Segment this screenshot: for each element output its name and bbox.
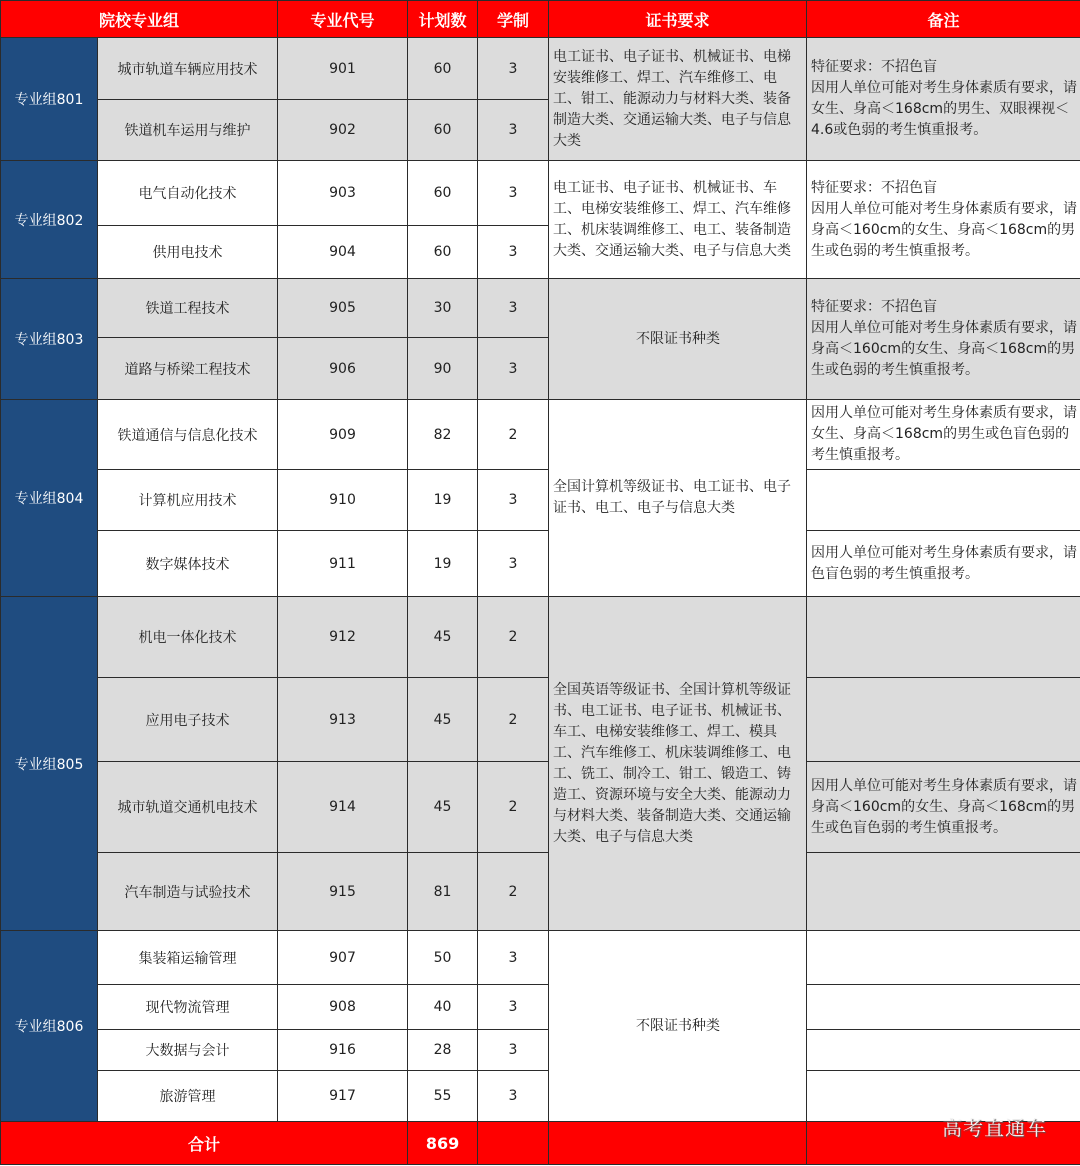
group-name: 专业组806 [1,931,98,1122]
total-row [1,1122,1080,1165]
table-row [1,161,1080,226]
plan-count: 19 [408,470,478,531]
major-name: 旅游管理 [98,1071,278,1122]
remark [807,597,1080,678]
table-row [1,470,1080,531]
cert-requirement: 电工证书、电子证书、机械证书、电梯安装维修工、焊工、汽车维修工、电工、钳工、能源动力与材料大类、装备制造大类、交通运输大类、电子与信息大类 [549,38,807,161]
major-name: 电气自动化技术 [98,161,278,226]
study-years: 3 [478,338,549,400]
study-years: 2 [478,597,549,678]
table-row [1,279,1080,338]
group-name: 专业组801 [1,38,98,161]
major-code: 916 [278,1030,408,1071]
table-row [1,1071,1080,1122]
header-note: 备注 [807,1,1080,38]
major-name: 铁道机车运用与维护 [98,100,278,161]
plan-count: 30 [408,279,478,338]
total-years-empty [478,1122,549,1165]
table-row [1,853,1080,931]
remark-line: 特征要求：不招色盲 [811,59,938,75]
plan-count: 60 [408,226,478,279]
plan-count: 90 [408,338,478,400]
major-code: 917 [278,1071,408,1122]
remark [807,470,1080,531]
major-code: 906 [278,338,408,400]
table-row [1,985,1080,1030]
table-row [1,678,1080,762]
major-code: 915 [278,853,408,931]
major-code: 909 [278,400,408,470]
remark [807,985,1080,1030]
major-name: 机电一体化技术 [98,597,278,678]
header-code: 专业代号 [278,1,408,38]
major-code: 914 [278,762,408,853]
plan-count: 28 [408,1030,478,1071]
remark: 因用人单位可能对考生身体素质有要求，请色盲色弱的考生慎重报考。 [807,531,1080,597]
major-code: 908 [278,985,408,1030]
plan-count: 45 [408,762,478,853]
cert-requirement: 不限证书种类 [549,931,807,1122]
major-code: 903 [278,161,408,226]
plan-count: 50 [408,931,478,985]
remark [807,853,1080,931]
plan-count: 45 [408,597,478,678]
major-code: 905 [278,279,408,338]
plan-count: 40 [408,985,478,1030]
major-name: 城市轨道交通机电技术 [98,762,278,853]
study-years: 2 [478,400,549,470]
table-row [1,1030,1080,1071]
study-years: 2 [478,853,549,931]
study-years: 3 [478,100,549,161]
remark [807,161,1080,279]
major-name: 城市轨道车辆应用技术 [98,38,278,100]
remark-line: 特征要求：不招色盲 [811,299,938,315]
major-code: 913 [278,678,408,762]
major-name: 集装箱运输管理 [98,931,278,985]
study-years: 3 [478,38,549,100]
remark [807,38,1080,161]
major-code: 902 [278,100,408,161]
study-years: 3 [478,279,549,338]
remark: 因用人单位可能对考生身体素质有要求，请女生、身高＜168cm的男生或色盲色弱的考生慎重报考。 [807,400,1080,470]
plan-count: 19 [408,531,478,597]
study-years: 3 [478,1071,549,1122]
remark-line: 因用人单位可能对考生身体素质有要求，请身高＜160cm的女生、身高＜168cm的男生或色弱的考生慎重报考。 [811,320,1078,378]
plan-count: 60 [408,38,478,100]
header-row [1,1,1080,38]
table-row [1,597,1080,678]
group-name: 专业组803 [1,279,98,400]
table-row [1,762,1080,853]
major-code: 910 [278,470,408,531]
remark-line: 特征要求：不招色盲 [811,179,938,196]
remark [807,1030,1080,1071]
major-name: 铁道工程技术 [98,279,278,338]
plan-count: 55 [408,1071,478,1122]
total-cert-empty [549,1122,807,1165]
major-name: 供用电技术 [98,226,278,279]
remark [807,279,1080,400]
table-row [1,38,1080,100]
study-years: 3 [478,161,549,226]
table-row [1,400,1080,470]
major-name: 道路与桥梁工程技术 [98,338,278,400]
plan-count: 82 [408,400,478,470]
major-name: 现代物流管理 [98,985,278,1030]
remark-line: 因用人单位可能对考生身体素质有要求，请身高＜160cm的女生、身高＜168cm的男生或色弱的考生慎重报考。 [811,200,1078,259]
major-code: 901 [278,38,408,100]
major-name: 计算机应用技术 [98,470,278,531]
total-plan: 869 [408,1122,478,1165]
table-row [1,531,1080,597]
study-years: 3 [478,931,549,985]
plan-count: 81 [408,853,478,931]
header-cert: 证书要求 [549,1,807,38]
major-name: 铁道通信与信息化技术 [98,400,278,470]
major-code: 904 [278,226,408,279]
study-years: 2 [478,678,549,762]
cert-requirement: 电工证书、电子证书、机械证书、车工、电梯安装维修工、焊工、汽车维修工、机床装调维修工、电工、装备制造大类、交通运输大类、电子与信息大类 [549,161,807,279]
major-name: 应用电子技术 [98,678,278,762]
cert-requirement: 全国英语等级证书、全国计算机等级证书、电工证书、电子证书、机械证书、车工、电梯安装维修工、焊工、模具工、汽车维修工、机床装调维修工、电工、铣工、制冷工、钳工、锻造工、铸造工、资源环境与安全大类、能源动力与材料大类、装备制造大类、交通运输大类、电子与信息大类 [549,597,807,931]
remark [807,931,1080,985]
major-name: 数字媒体技术 [98,531,278,597]
table-row [1,931,1080,985]
study-years: 3 [478,531,549,597]
major-code: 907 [278,931,408,985]
cert-requirement: 全国计算机等级证书、电工证书、电子证书、电工、电子与信息大类 [549,400,807,597]
total-label: 合计 [1,1122,408,1165]
study-years: 2 [478,762,549,853]
major-code: 912 [278,597,408,678]
study-years: 3 [478,226,549,279]
group-name: 专业组802 [1,161,98,279]
study-years: 3 [478,1030,549,1071]
plan-count: 60 [408,100,478,161]
plan-count: 45 [408,678,478,762]
plan-count: 60 [408,161,478,226]
study-years: 3 [478,470,549,531]
remark-line: 因用人单位可能对考生身体素质有要求，请女生、身高＜168cm的男生、双眼裸视＜4.6或色弱的考生慎重报考。 [811,80,1078,138]
major-name: 大数据与会计 [98,1030,278,1071]
watermark: 高考直通车 [942,1116,1047,1140]
group-name: 专业组805 [1,597,98,931]
header-group: 院校专业组 [1,1,278,38]
cert-requirement: 不限证书种类 [549,279,807,400]
major-name: 汽车制造与试验技术 [98,853,278,931]
group-name: 专业组804 [1,400,98,597]
header-years: 学制 [478,1,549,38]
remark: 因用人单位可能对考生身体素质有要求，请身高＜160cm的女生、身高＜168cm的男生或色盲色弱的考生慎重报考。 [807,762,1080,853]
remark [807,678,1080,762]
major-code: 911 [278,531,408,597]
header-plan: 计划数 [408,1,478,38]
study-years: 3 [478,985,549,1030]
